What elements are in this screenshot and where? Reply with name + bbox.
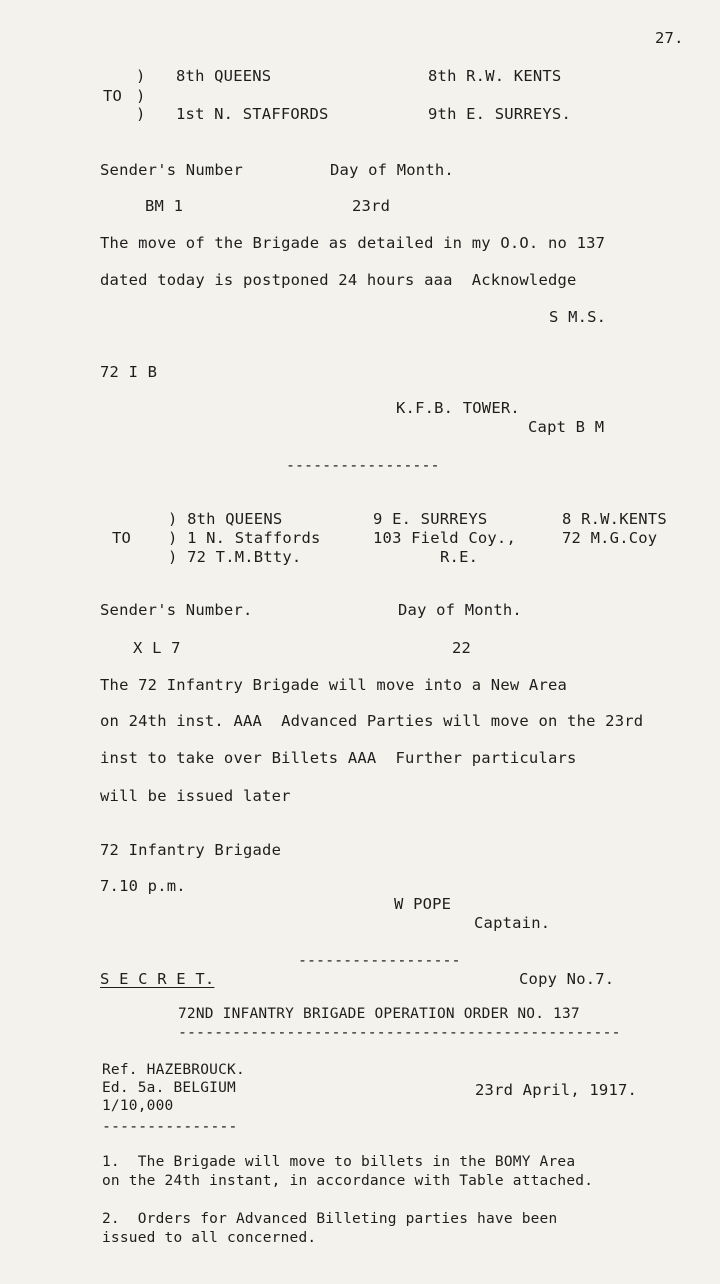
day-of-month-label: Day of Month. [330, 161, 454, 179]
day-of-month: 22 [452, 639, 472, 657]
bracket: ) [136, 67, 146, 85]
sender-name: K.F.B. TOWER. [396, 399, 520, 417]
recipient: 9th E. SURREYS. [428, 105, 571, 123]
ref-line: Ed. 5a. BELGIUM [102, 1080, 236, 1096]
day-of-month: 23rd [352, 197, 391, 215]
ref-line: Ref. HAZEBROUCK. [102, 1062, 245, 1078]
recipient: ) 72 T.M.Btty. [168, 548, 302, 566]
recipient: ) 8th QUEENS [168, 510, 283, 528]
message-body-line: The 72 Infantry Brigade will move into a New Area [100, 676, 568, 694]
day-of-month-label: Day of Month. [398, 601, 522, 619]
from-unit: 72 Infantry Brigade [100, 841, 282, 859]
bracket: ) [136, 105, 146, 123]
order-date: 23rd April, 1917. [475, 1081, 638, 1099]
paragraph-line: issued to all concerned. [102, 1230, 317, 1246]
senders-number: X L 7 [133, 639, 181, 657]
recipient: 1st N. STAFFORDS [176, 105, 329, 123]
order-title: 72ND INFANTRY BRIGADE OPERATION ORDER NO. 137 [178, 1006, 580, 1022]
ref-line: 1/10,000 [102, 1098, 174, 1114]
recipient: 9 E. SURREYS [373, 510, 488, 528]
classification-secret: S E C R E T. [100, 970, 215, 988]
paragraph-line: on the 24th instant, in accordance with Table attached. [102, 1173, 594, 1189]
copy-number: Copy No.7. [519, 970, 615, 988]
paragraph-line: 2. Orders for Advanced Billeting parties have been [102, 1211, 558, 1227]
page-number: 27. [655, 29, 684, 47]
paragraph-line: 1. The Brigade will move to billets in the BOMY Area [102, 1154, 576, 1170]
signature-rank: Captain. [474, 914, 551, 932]
separator: ----------------- [286, 460, 440, 470]
initials: S M.S. [549, 308, 607, 326]
message-body-line: The move of the Brigade as detailed in my O.O. no 137 [100, 234, 606, 252]
recipient: 8 R.W.KENTS [562, 510, 667, 528]
recipient: 8th R.W. KENTS [428, 67, 562, 85]
separator: ------------------ [298, 955, 461, 965]
to-label: TO [103, 87, 123, 105]
senders-number: BM 1 [145, 197, 184, 215]
recipient: R.E. [440, 548, 479, 566]
recipient: 8th QUEENS [176, 67, 272, 85]
ref-rule: --------------- [102, 1121, 238, 1131]
to-label: TO [112, 529, 132, 547]
sender-rank: Capt B M [528, 418, 605, 436]
recipient: 72 M.G.Coy [562, 529, 658, 547]
message-body-line: on 24th inst. AAA Advanced Parties will move on the 23rd [100, 712, 644, 730]
recipient: ) 1 N. Staffords [168, 529, 321, 547]
title-rule: ------------------------------------------------- [178, 1027, 621, 1037]
from-unit: 72 I B [100, 363, 158, 381]
message-body-line: will be issued later [100, 787, 291, 805]
senders-number-label: Sender's Number [100, 161, 243, 179]
message-body-line: dated today is postponed 24 hours aaa Acknowledge [100, 271, 577, 289]
bracket: ) [136, 87, 146, 105]
time-sent: 7.10 p.m. [100, 877, 186, 895]
signature: W POPE [394, 895, 452, 913]
recipient: 103 Field Coy., [373, 529, 516, 547]
senders-number-label: Sender's Number. [100, 601, 253, 619]
message-body-line: inst to take over Billets AAA Further particulars [100, 749, 577, 767]
